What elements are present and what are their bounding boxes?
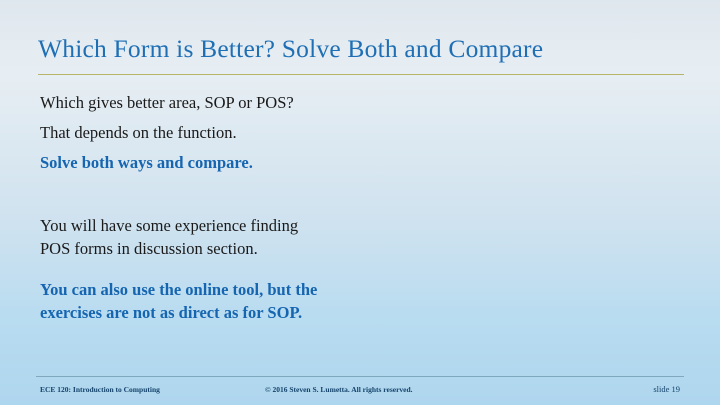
body-line-2: That depends on the function.: [40, 123, 237, 142]
body-line-6: You can also use the online tool, but the: [40, 280, 318, 299]
spacer: [40, 180, 660, 214]
body-line-4: You will have some experience finding: [40, 216, 299, 235]
footer-course-label: ECE 120: Introduction to Computing: [40, 385, 160, 394]
spacer-2: [40, 260, 660, 278]
footer-slide-number: slide 19: [653, 384, 680, 394]
body-line-5: POS forms in discussion section.: [40, 239, 258, 258]
page-title: Which Form is Better? Solve Both and Compare: [38, 34, 544, 63]
title-divider: [38, 74, 684, 75]
slide-body: [40, 90, 660, 324]
footer: [0, 385, 720, 399]
body-line-1: Which gives better area, SOP or POS?: [40, 93, 294, 112]
footer-copyright: © 2016 Steven S. Lumetta. All rights reserved.: [265, 385, 413, 394]
body-line-3: Solve both ways and compare.: [40, 153, 253, 172]
footer-divider: [36, 376, 684, 377]
body-line-7: exercises are not as direct as for SOP.: [40, 303, 303, 322]
